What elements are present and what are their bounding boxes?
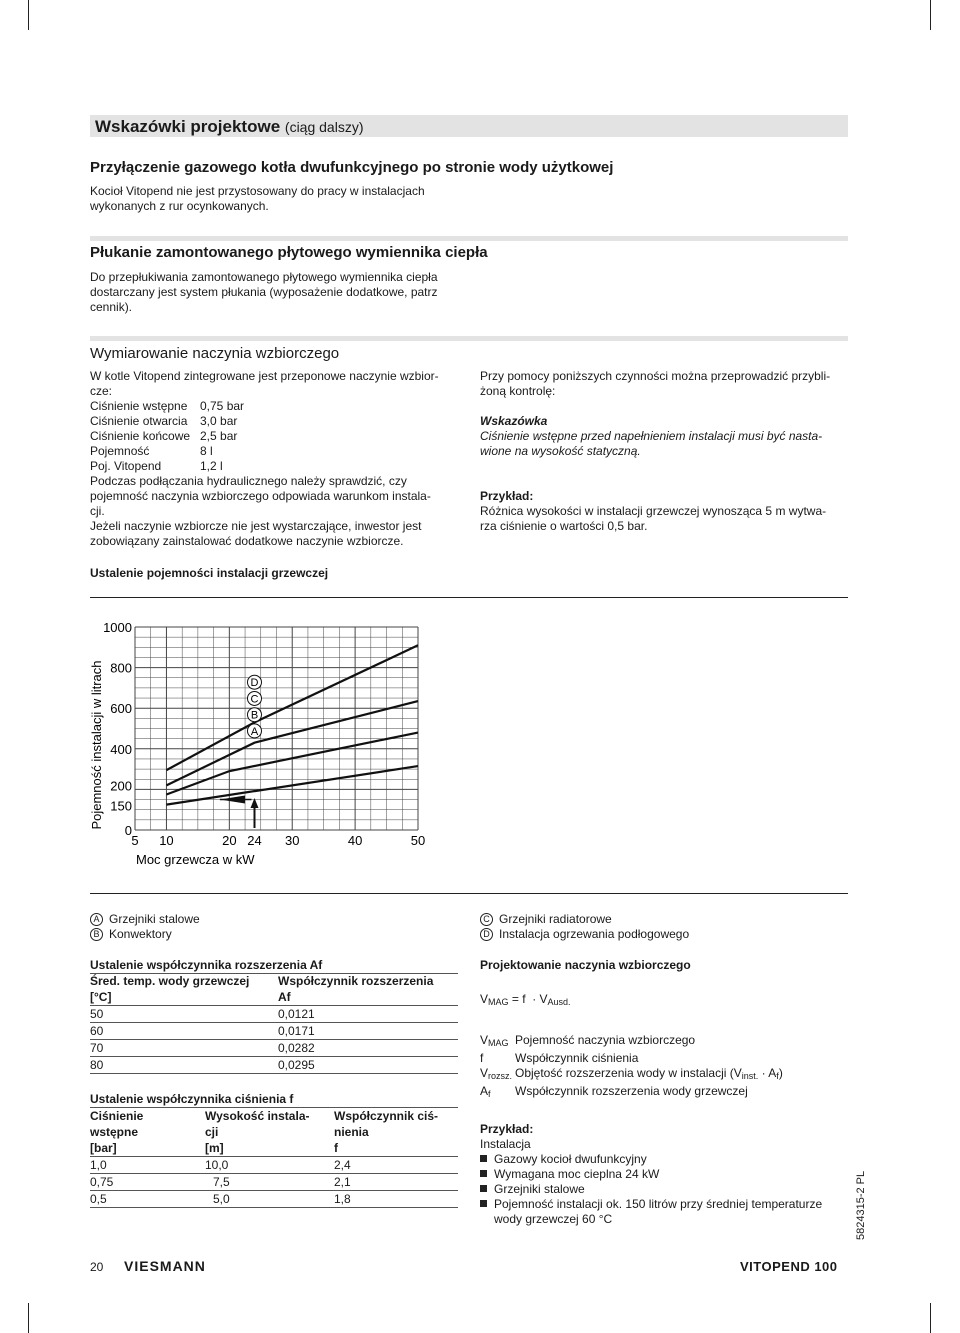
bullet-item <box>480 1152 850 1167</box>
legend-item-a <box>90 912 200 927</box>
legend-item-b <box>90 927 200 942</box>
bullet-item <box>480 1167 850 1182</box>
table-row <box>90 1040 458 1057</box>
table-cell: 1,8 <box>334 1191 458 1208</box>
curve-label-b: B <box>250 709 259 722</box>
table-header: f <box>334 1140 458 1157</box>
design-example <box>480 1122 850 1227</box>
table-row <box>90 1191 458 1208</box>
section-title-flushing: Płukanie zamontowanego płytowego wymiennika ciepła <box>90 244 488 261</box>
bullet-text: Grzejniki stalowe <box>494 1182 585 1196</box>
note-title: Wskazówka <box>480 414 548 428</box>
table-header: Af <box>278 989 458 1006</box>
bullet-icon <box>480 1185 487 1192</box>
formula-operator: = f · V <box>508 992 548 1006</box>
table-cell: 0,0282 <box>278 1040 458 1057</box>
legend-right <box>480 912 689 942</box>
table-header: [m] <box>205 1140 334 1157</box>
table-row <box>90 1157 458 1174</box>
legend-letter: B <box>90 928 103 941</box>
def-text: Pojemność naczynia wzbiorczego <box>515 1033 696 1047</box>
product-name: VITOPEND 100 <box>740 1259 838 1274</box>
legend-letter: A <box>90 913 103 926</box>
page-title-text: Wskazówki projektowe <box>95 117 281 136</box>
y-tick-label: 1000 <box>103 620 132 635</box>
chart-heading: Ustalenie pojemności instalacji grzewczej <box>90 566 329 580</box>
text-line: rza ciśnienie o wartości 0,5 bar. <box>480 519 648 533</box>
table-row <box>90 1057 458 1074</box>
y-tick-label: 200 <box>110 778 132 794</box>
table-expansion-title: Ustalenie współczynnika rozszerzenia Af <box>90 958 458 974</box>
page-title-continued: (ciąg dalszy) <box>284 119 364 135</box>
def-symbol: A <box>480 1084 489 1098</box>
def-text: Objętość rozszerzenia wody w instalacji (V <box>515 1066 742 1080</box>
text-line: Różnica wysokości w instalacji grzewczej wynosząca 5 m wytwa- <box>480 504 827 518</box>
legend-left <box>90 912 200 942</box>
spec-label: Ciśnienie wstępne <box>90 399 188 413</box>
chart-markers <box>220 796 259 828</box>
table-header: Wysokość instala- <box>205 1109 310 1123</box>
text-line: żoną kontrolę: <box>480 384 556 398</box>
curve-label-a: A <box>250 725 259 738</box>
text-line: dostarczany jest system płukania (wyposażenie dodatkowe, patrz <box>90 285 438 299</box>
note-text: Ciśnienie wstępne przed napełnieniem instalacji musi być nasta- <box>480 429 823 443</box>
definition-row <box>480 1033 850 1051</box>
def-subscript: rozsz. <box>488 1071 513 1081</box>
text-line: cji. <box>90 504 105 518</box>
table-row <box>90 1174 458 1191</box>
text-line: wykonanych z rur ocynkowanych. <box>90 199 269 213</box>
table-pressure-title: Ustalenie współczynnika ciśnienia f <box>90 1092 458 1108</box>
table-header: Ciśnienie <box>90 1109 144 1123</box>
brand-logo: VIESMANN <box>124 1258 206 1274</box>
text-line: Podczas podłączania hydraulicznego należy sprawdzić, czy <box>90 474 407 488</box>
text-line: zobowiązany zainstalować dodatkowe naczynie wzbiorcze. <box>90 534 404 548</box>
x-tick-label: 5 <box>131 833 139 848</box>
bullet-text: Wymagana moc cieplna 24 kW <box>494 1167 660 1181</box>
table-cell: 1,0 <box>90 1157 205 1174</box>
table-row <box>90 1023 458 1040</box>
def-subscript: MAG <box>488 1038 509 1048</box>
y-tick-label: 150 <box>110 798 132 814</box>
y-tick-label: 800 <box>110 660 132 676</box>
legend-label: Grzejniki radiatorowe <box>499 912 612 926</box>
x-tick-label: 50 <box>410 833 426 848</box>
def-text: ) <box>778 1066 783 1080</box>
table-header: Śred. temp. wody grzewczej <box>90 974 250 988</box>
y-tick-label: 0 <box>124 823 132 838</box>
spec-label: Ciśnienie otwarcia <box>90 414 188 428</box>
example-title: Przykład: <box>480 489 534 503</box>
spec-value: 8 l <box>200 444 213 458</box>
table-expansion-factor <box>90 973 458 1074</box>
x-tick-label: 40 <box>347 833 363 848</box>
def-symbol: V <box>480 1066 489 1080</box>
note-text: wione na wysokość statyczną. <box>480 444 641 458</box>
bullet-item <box>480 1197 850 1212</box>
table-header: [bar] <box>90 1140 205 1157</box>
spec-label: Ciśnienie końcowe <box>90 429 191 443</box>
formula-subscript: MAG <box>488 997 509 1007</box>
def-text: Współczynnik rozszerzenia wody grzewczej <box>515 1084 748 1098</box>
spec-label: Poj. Vitopend <box>90 459 162 473</box>
legend-item-d <box>480 927 689 942</box>
text-line: Kocioł Vitopend nie jest przystosowany do pracy w instalacjach <box>90 184 425 198</box>
table-cell: 50 <box>90 1006 278 1023</box>
table-header: nienia <box>334 1125 369 1139</box>
bullet-icon <box>480 1200 487 1207</box>
def-subscript: inst. <box>741 1071 759 1081</box>
legend-letter: D <box>480 928 493 941</box>
text-line: Jeżeli naczynie wzbiorcze nie jest wystarczające, inwestor jest <box>90 519 422 533</box>
bullet-text: Pojemność instalacji ok. 150 litrów przy średniej temperaturze <box>494 1197 823 1211</box>
text-line: pojemność naczynia wzbiorczego odpowiada warunkom instala- <box>90 489 431 503</box>
bullet-text-continued: wody grzewczej 60 °C <box>494 1212 613 1226</box>
table-cell: 0,5 <box>90 1191 205 1208</box>
table-cell: 10,0 <box>205 1157 334 1174</box>
chart-curve-labels <box>247 675 261 738</box>
spec-value: 0,75 bar <box>200 399 245 413</box>
spec-value: 3,0 bar <box>200 414 238 428</box>
table-cell: 0,75 <box>90 1174 205 1191</box>
bullet-item <box>480 1182 850 1197</box>
section-title-expansion-vessel: Wymiarowanie naczynia wzbiorczego <box>90 345 340 362</box>
text-line: Do przepłukiwania zamontowanego płytowego wymiennika ciepła <box>90 270 438 284</box>
page-number: 20 <box>90 1260 104 1274</box>
def-symbol: f <box>480 1051 484 1065</box>
design-title: Projektowanie naczynia wzbiorczego <box>480 958 691 972</box>
x-tick-label: 10 <box>159 833 174 848</box>
example-subtitle: Instalacja <box>480 1137 531 1151</box>
section-title-gas-connection: Przyłączenie gazowego kotła dwufunkcyjnego po stronie wody użytkowej <box>90 159 614 176</box>
text-line: W kotle Vitopend zintegrowane jest przeponowe naczynie wzbior- <box>90 369 439 383</box>
def-symbol: V <box>480 1033 489 1047</box>
def-subscript: f <box>488 1089 491 1099</box>
bullet-icon <box>480 1155 487 1162</box>
formula-symbol: V <box>480 992 489 1006</box>
legend-label: Konwektory <box>109 927 172 941</box>
table-row <box>90 1006 458 1023</box>
y-tick-label: 600 <box>110 701 132 717</box>
table-header: Współczynnik rozszerzenia <box>278 974 434 988</box>
document-code: 5824315-2 PL <box>855 1170 867 1240</box>
table-header: cji <box>205 1125 219 1139</box>
text-line: cze: <box>90 384 113 398</box>
table-cell: 80 <box>90 1057 278 1074</box>
def-text: · A <box>758 1066 777 1080</box>
y-axis-label: Pojemność instalacji w litrach <box>89 660 104 830</box>
spec-value: 1,2 l <box>200 459 223 473</box>
table-cell: 2,4 <box>334 1157 458 1174</box>
example-title: Przykład: <box>480 1122 534 1136</box>
def-subscript: f <box>776 1071 779 1081</box>
table-cell: 0,0121 <box>278 1006 458 1023</box>
table-cell: 0,0295 <box>278 1057 458 1074</box>
text-line: Przy pomocy poniższych czynności można przeprowadzić przybli- <box>480 369 831 383</box>
curve-label-c: C <box>250 693 259 706</box>
table-header: wstępne <box>90 1125 139 1139</box>
x-axis-label: Moc grzewcza w kW <box>136 852 255 867</box>
table-header: [°C] <box>90 989 278 1006</box>
legend-label: Grzejniki stalowe <box>109 912 200 926</box>
legend-label: Instalacja ogrzewania podłogowego <box>499 927 690 941</box>
x-tick-label: 20 <box>222 833 237 848</box>
legend-letter: C <box>480 913 493 926</box>
definition-row <box>480 1051 850 1066</box>
table-pressure-factor <box>90 1108 458 1208</box>
table-cell: 2,1 <box>334 1174 458 1191</box>
table-cell: 5,0 <box>205 1191 334 1208</box>
design-definitions <box>480 1033 850 1102</box>
x-tick-label: 24 <box>247 833 262 848</box>
chart-grid <box>135 627 418 830</box>
def-text: Współczynnik ciśnienia <box>515 1051 639 1065</box>
chart-ticks <box>103 620 425 848</box>
legend-item-c <box>480 912 689 927</box>
text-line: cennik). <box>90 300 133 314</box>
bullet-icon <box>480 1170 487 1177</box>
table-cell: 0,0171 <box>278 1023 458 1040</box>
table-cell: 60 <box>90 1023 278 1040</box>
definition-row <box>480 1084 850 1102</box>
bullet-text: Gazowy kocioł dwufunkcyjny <box>494 1152 647 1166</box>
x-tick-label: 30 <box>284 833 300 848</box>
spec-label: Pojemność <box>90 444 150 458</box>
curve-label-d: D <box>250 677 259 690</box>
definition-row <box>480 1066 850 1084</box>
table-cell: 70 <box>90 1040 278 1057</box>
spec-value: 2,5 bar <box>200 429 238 443</box>
y-tick-label: 400 <box>110 741 132 757</box>
table-header: Współczynnik ciś- <box>334 1109 439 1123</box>
design-formula <box>480 992 571 1010</box>
formula-subscript: Ausd. <box>547 997 571 1007</box>
table-cell: 7,5 <box>205 1174 334 1191</box>
